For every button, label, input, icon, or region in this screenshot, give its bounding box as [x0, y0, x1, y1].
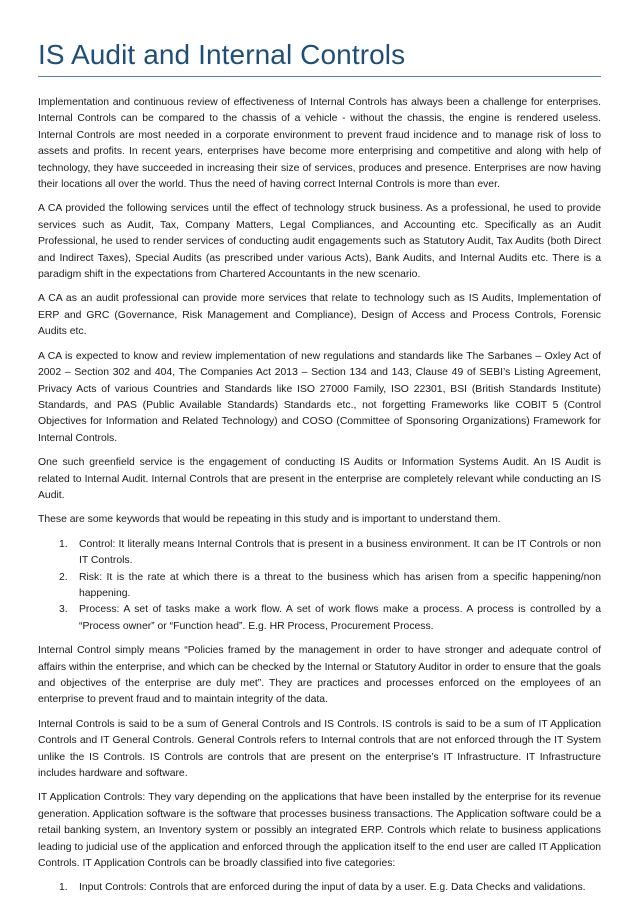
list-item-text: Process: A set of tasks make a work flow. A set of work flows make a process. A process is controlled by a “Process owner” or “Function head”. E.g. HR Process, Procurement Process.: [79, 604, 601, 632]
list-number: 1.: [59, 882, 68, 894]
list-item: [38, 602, 601, 635]
paragraph-general-is-controls: Internal Controls is said to be a sum of General Controls and IS Controls. IS controls is said to be a sum of IT Application Controls and IT General Controls. General Controls refers to Internal controls that are not enforced through the IT System unlike the IS Controls. IS Controls are controls that are present on the enterprise’s IT Infrastructure. IT Infrastructure includes hardware and software.: [38, 718, 601, 780]
list-number: 1.: [59, 538, 68, 550]
list-item-text: Input Controls: Controls that are enforced during the input of data by a user. E.g. Data Checks and validations.: [79, 882, 586, 894]
paragraph-technology-services: A CA as an audit professional can provide more services that relate to technology such as IS Audits, Implementation of ERP and GRC (Governance, Risk Management and Compliance), Design of Access and Process Controls, Forensic Audits etc.: [38, 293, 601, 338]
title-underline: [38, 76, 601, 77]
list-item-text: Risk: It is the rate at which there is a threat to the business which has arisen from a specific happening/non happening.: [79, 571, 601, 599]
paragraph-ca-services: A CA provided the following services until the effect of technology struck business. As a professional, he used to provide services such as Audit, Tax, Company Matters, Legal Compliances, and Accounting etc. Specifically as an Audit Professional, he used to render services of conducting audit engagements such as Statutory Audit, Tax Audits (both Direct and Indirect Taxes), Special Audits (as prescribed under various Acts), Bank Audits, and Internal Audits etc. There is a paradigm shift in the expectations from Chartered Accountants in the new scenario.: [38, 203, 601, 281]
list-item: [38, 537, 601, 570]
list-number: 3.: [59, 604, 68, 616]
paragraph-intro: Implementation and continuous review of effectiveness of Internal Controls has always been a challenge for enterprises. Internal Controls can be compared to the chassis of a vehicle - without the chassis, the engine is rendered useless. Internal Controls are most needed in a corporate environment to prevent fraud incidence and to manage risk of loss to assets and profits. In recent years, enterprises have become more enterprising and competitive and along with help of technology, they have succeeded in increasing their size of services, produces and presence. Enterprises are now having their locations all over the world. Thus the need of having correct Internal Controls is more than ever.: [38, 97, 601, 191]
list-item: [38, 570, 601, 603]
paragraph-regulations: A CA is expected to know and review implementation of new regulations and standards like The Sarbanes – Oxley Act of 2002 – Section 302 and 404, The Companies Act 2013 – Section 134 and 143, Clause 49 of SEBI’s Listing Agreement, Privacy Acts of various Countries and Standards like ISO 27000 Family, ISO 22301, BSI (British Standards Institute) Standards, and PAS (Public Available Standards) Standards etc., not forgetting Frameworks like COBIT 5 (Control Objectives for Information and Related Technology) and COSO (Committee of Sponsoring Organizations) Framework for Internal Controls.: [38, 350, 601, 444]
list-item: [38, 880, 601, 896]
paragraph-internal-control-definition: Internal Control simply means “Policies framed by the management in order to have stronger and adequate control of affairs within the enterprise, and which can be checked by the Internal or Statutory Auditor in order to ensure that the goals and objectives of the enterprise are duly met”. They are practices and processes enforced on the employees of an enterprise to prevent fraud and to maintain integrity of the data.: [38, 645, 601, 706]
paragraph-keywords-intro: These are some keywords that would be repeating in this study and is important to understand them.: [38, 514, 501, 526]
list-item-text: Control: It literally means Internal Controls that is present in a business environment. It can be IT Controls or non IT Controls.: [79, 538, 601, 567]
page-title: IS Audit and Internal Controls: [38, 39, 406, 70]
list-number: 2.: [59, 571, 68, 583]
paragraph-application-controls: IT Application Controls: They vary depending on the applications that have been installed by the enterprise for its revenue generation. Application software is the software that processes business transactions. The Application software could be a retail banking system, an Inventory system or possibly an integrated ERP. Controls which relate to business applications leading to judicial use of the application and enforced through the application itself to the end user are called IT Application Controls. IT Application Controls can be broadly classified into five categories:: [38, 792, 601, 870]
keywords-list: [38, 537, 601, 635]
paragraph-is-audit: One such greenfield service is the engagement of conducting IS Audits or Information Systems Audit. An IS Audit is related to Internal Audit. Internal Controls that are present in the enterprise are completely relevant while conducting an IS Audit.: [38, 457, 601, 501]
categories-list: [38, 880, 601, 896]
